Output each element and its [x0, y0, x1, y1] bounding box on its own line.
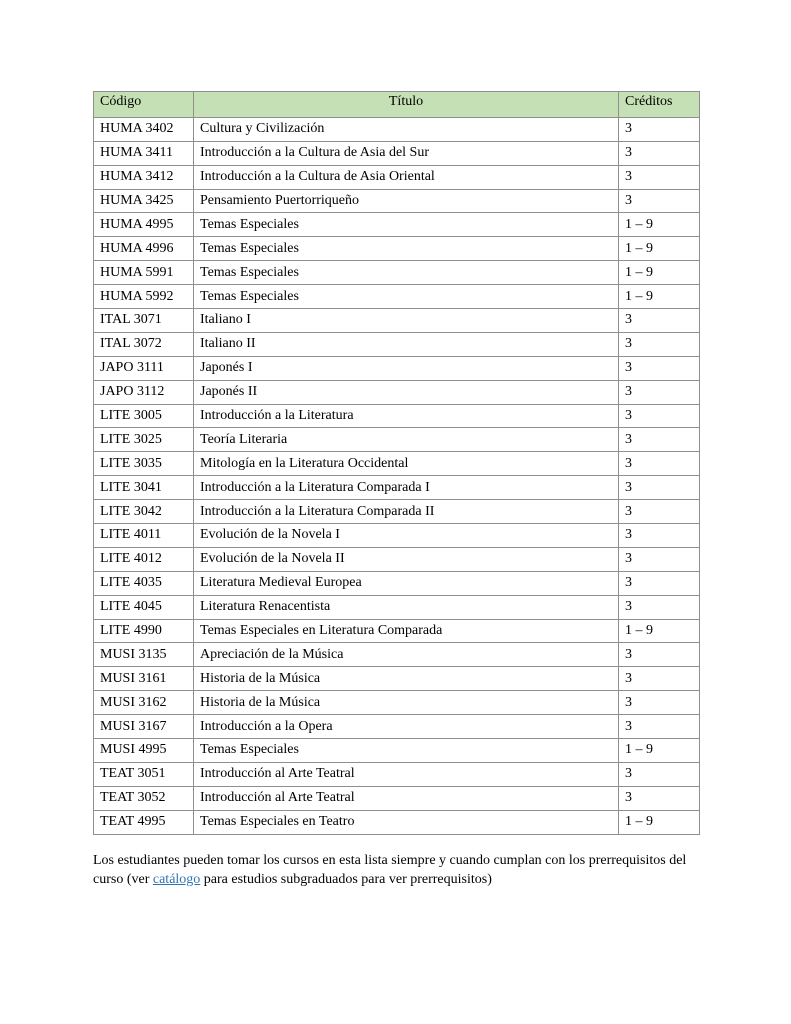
- course-code: ITAL 3071: [94, 309, 194, 333]
- course-credits: 3: [619, 762, 700, 786]
- course-title: Japonés II: [194, 380, 619, 404]
- table-row: [94, 643, 700, 667]
- course-credits: 3: [619, 356, 700, 380]
- course-credits: 1 – 9: [619, 285, 700, 309]
- course-title: Introducción a la Cultura de Asia Oriental: [194, 165, 619, 189]
- table-row: [94, 786, 700, 810]
- course-credits: 3: [619, 332, 700, 356]
- table-row: [94, 428, 700, 452]
- course-credits: 1 – 9: [619, 213, 700, 237]
- table-row: [94, 404, 700, 428]
- table-row: [94, 571, 700, 595]
- course-code: MUSI 3135: [94, 643, 194, 667]
- table-row: [94, 739, 700, 763]
- course-code: TEAT 4995: [94, 810, 194, 834]
- footnote: [93, 851, 705, 889]
- course-code: LITE 3041: [94, 476, 194, 500]
- footnote-text-before: Los estudiantes pueden tomar los cursos en esta lista siempre y cuando cumplan con los prerrequisitos del curso (ver: [93, 853, 687, 887]
- table-row: [94, 356, 700, 380]
- course-credits: 3: [619, 380, 700, 404]
- table-row: [94, 237, 700, 261]
- course-title: Temas Especiales: [194, 285, 619, 309]
- course-credits: 3: [619, 309, 700, 333]
- course-title: Introducción a la Literatura Comparada I: [194, 476, 619, 500]
- course-code: LITE 4045: [94, 595, 194, 619]
- course-credits: 3: [619, 524, 700, 548]
- table-row: [94, 213, 700, 237]
- course-title: Introducción a la Literatura Comparada II: [194, 500, 619, 524]
- course-code: HUMA 3412: [94, 165, 194, 189]
- table-row: [94, 309, 700, 333]
- course-title: Italiano II: [194, 332, 619, 356]
- course-code: HUMA 5992: [94, 285, 194, 309]
- course-credits: 1 – 9: [619, 739, 700, 763]
- table-row: [94, 691, 700, 715]
- course-title: Historia de la Música: [194, 691, 619, 715]
- table-row: [94, 452, 700, 476]
- course-title: Temas Especiales: [194, 213, 619, 237]
- course-code: LITE 3005: [94, 404, 194, 428]
- course-credits: 3: [619, 141, 700, 165]
- course-credits: 1 – 9: [619, 237, 700, 261]
- course-title: Japonés I: [194, 356, 619, 380]
- course-code: LITE 4012: [94, 547, 194, 571]
- table-row: [94, 117, 700, 141]
- table-row: [94, 762, 700, 786]
- course-code: HUMA 3425: [94, 189, 194, 213]
- table-row: [94, 380, 700, 404]
- table-row: [94, 667, 700, 691]
- course-credits: 3: [619, 547, 700, 571]
- course-title: Pensamiento Puertorriqueño: [194, 189, 619, 213]
- course-title: Temas Especiales en Teatro: [194, 810, 619, 834]
- course-title: Mitología en la Literatura Occidental: [194, 452, 619, 476]
- course-title: Italiano I: [194, 309, 619, 333]
- course-code: HUMA 4996: [94, 237, 194, 261]
- table-row: [94, 715, 700, 739]
- course-title: Apreciación de la Música: [194, 643, 619, 667]
- course-title: Literatura Renacentista: [194, 595, 619, 619]
- course-code: ITAL 3072: [94, 332, 194, 356]
- header-code: Código: [94, 92, 194, 118]
- header-credits: Créditos: [619, 92, 700, 118]
- table-row: [94, 476, 700, 500]
- course-title: Introducción al Arte Teatral: [194, 786, 619, 810]
- course-credits: 3: [619, 452, 700, 476]
- course-title: Temas Especiales: [194, 237, 619, 261]
- course-title: Cultura y Civilización: [194, 117, 619, 141]
- course-title: Evolución de la Novela II: [194, 547, 619, 571]
- course-credits: 3: [619, 571, 700, 595]
- course-code: JAPO 3112: [94, 380, 194, 404]
- course-credits: 3: [619, 117, 700, 141]
- course-code: MUSI 3162: [94, 691, 194, 715]
- course-title: Temas Especiales: [194, 739, 619, 763]
- courses-table: [93, 91, 700, 835]
- course-code: HUMA 4995: [94, 213, 194, 237]
- course-credits: 3: [619, 428, 700, 452]
- course-title: Introducción a la Literatura: [194, 404, 619, 428]
- course-title: Introducción a la Opera: [194, 715, 619, 739]
- course-title: Literatura Medieval Europea: [194, 571, 619, 595]
- table-row: [94, 595, 700, 619]
- table-row: [94, 165, 700, 189]
- course-code: TEAT 3052: [94, 786, 194, 810]
- course-credits: 3: [619, 715, 700, 739]
- course-code: LITE 3042: [94, 500, 194, 524]
- course-credits: 3: [619, 165, 700, 189]
- course-credits: 3: [619, 500, 700, 524]
- course-title: Introducción al Arte Teatral: [194, 762, 619, 786]
- course-code: TEAT 3051: [94, 762, 194, 786]
- table-row: [94, 285, 700, 309]
- footnote-paragraph: [93, 851, 705, 889]
- course-code: MUSI 3167: [94, 715, 194, 739]
- course-credits: 3: [619, 691, 700, 715]
- course-credits: 3: [619, 404, 700, 428]
- course-code: LITE 3025: [94, 428, 194, 452]
- course-credits: 3: [619, 786, 700, 810]
- table-row: [94, 547, 700, 571]
- course-credits: 1 – 9: [619, 619, 700, 643]
- table-row: [94, 524, 700, 548]
- course-code: LITE 3035: [94, 452, 194, 476]
- course-title: Teoría Literaria: [194, 428, 619, 452]
- course-code: LITE 4035: [94, 571, 194, 595]
- course-credits: 3: [619, 667, 700, 691]
- table-row: [94, 500, 700, 524]
- course-title: Historia de la Música: [194, 667, 619, 691]
- table-header: [94, 92, 700, 118]
- table-row: [94, 261, 700, 285]
- course-code: HUMA 3411: [94, 141, 194, 165]
- header-title: Título: [194, 92, 619, 118]
- table-row: [94, 189, 700, 213]
- course-title: Introducción a la Cultura de Asia del Sur: [194, 141, 619, 165]
- table-row: [94, 619, 700, 643]
- course-credits: 1 – 9: [619, 810, 700, 834]
- table-body: [94, 117, 700, 834]
- course-credits: 3: [619, 595, 700, 619]
- course-title: Temas Especiales: [194, 261, 619, 285]
- course-credits: 3: [619, 189, 700, 213]
- table-row: [94, 141, 700, 165]
- course-title: Evolución de la Novela I: [194, 524, 619, 548]
- course-credits: 3: [619, 643, 700, 667]
- header-row: [94, 92, 700, 118]
- table-row: [94, 332, 700, 356]
- course-code: LITE 4990: [94, 619, 194, 643]
- course-code: HUMA 5991: [94, 261, 194, 285]
- course-title: Temas Especiales en Literatura Comparada: [194, 619, 619, 643]
- catalog-link[interactable]: catálogo: [152, 872, 201, 887]
- course-credits: 1 – 9: [619, 261, 700, 285]
- table-row: [94, 810, 700, 834]
- course-code: JAPO 3111: [94, 356, 194, 380]
- course-code: LITE 4011: [94, 524, 194, 548]
- course-credits: 3: [619, 476, 700, 500]
- course-code: MUSI 3161: [94, 667, 194, 691]
- course-code: HUMA 3402: [94, 117, 194, 141]
- footnote-text-after: para estudios subgraduados para ver prerrequisitos): [200, 872, 492, 887]
- course-code: MUSI 4995: [94, 739, 194, 763]
